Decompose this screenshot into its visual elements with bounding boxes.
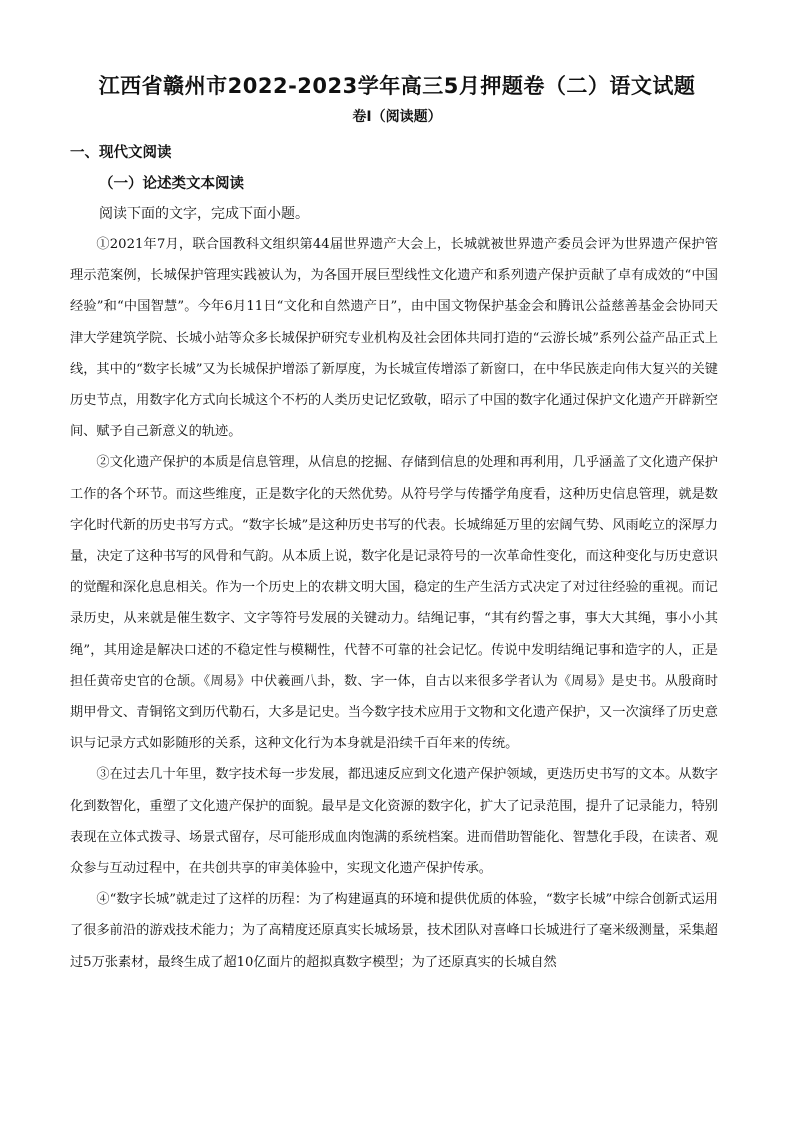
reading-instruction: 阅读下面的文字，完成下面小题。 (99, 206, 309, 222)
passage-paragraph-4: ④“数字长城”就走过了这样的历程：为了构建逼真的环境和提供优质的体验，“数字长城”中综合创新式运用了很多前沿的游戏技术能力；为了高精度还原真实长城场景，技术团队对喜峰口长城进行了毫米级测量，采集超过5万张素材，最终生成了超10亿面片的超拟真数字模型；为了还原真实的长城自然 (70, 892, 718, 970)
page-title: 江西省赣州市2022-2023学年高三5月押题卷（二）语文试题 (98, 74, 696, 98)
passage-paragraph-2: ②文化遗产保护的本质是信息管理，从信息的挖掘、存储到信息的处理和再利用，几乎涵盖了文化遗产保护工作的各个环节。而这些维度，正是数字化的天然优势。从符号学与传播学角度看，这种历史信息管理，就是数字化时代新的历史书写方式。“数字长城”是这种历史书写的代表。长城绵延万里的宏阔气势、风雨屹立的深厚力量，决定了这种书写的风骨和气韵。从本质上说，数字化是记录符号的一次革命性变化，而这种变化与历史意识的觉醒和深化息息相关。作为一个历史上的农耕文明大国，稳定的生产生活方式决定了对过往经验的重视。而记录历史，从来就是催生数字、文字等符号发展的关键动力。结绳记事，“其有约誓之事，事大大其绳，事小小其绳”，其用途是解决口述的不稳定性与模糊性，代替不可靠的社会记忆。传说中发明结绳记事和造字的人，正是担任黄帝史官的仓颉。《周易》中伏羲画八卦，数、字一体，自古以来很多学者认为《周易》是史书。从殷商时期甲骨文、青铜铭文到历代勒石，大多是记史。当今数字技术应用于文物和文化遗产保护，又一次演绎了历史意识与记录方式如影随形的关系，这种文化行为本身就是沿续千百年来的传统。 (70, 455, 718, 752)
passage-paragraph-1: ①2021年7月，联合国教科文组织第44届世界遗产大会上，长城就被世界遗产委员会评为世界遗产保护管理示范案例，长城保护管理实践被认为，为各国开展巨型线性文化遗产和系列遗产保护贡献了卓有成效的“中国经验”和“中国智慧”。今年6月11日“文化和自然遗产日”，由中国文物保护基金会和腾讯公益慈善基金会协同天津大学建筑学院、长城小站等众多长城保护研究专业机构及社会团体共同打造的“云游长城”系列公益产品正式上线，其中的“数字长城”又为长城保护增添了新厚度，为长城宣传增添了新窗口，在中华民族走向伟大复兴的关键历史节点，用数字化方式向长城这个不朽的人类历史记忆致敬，昭示了中国的数字化通过保护文化遗产开辟新空间、赋予自己新意义的轨迹。 (70, 237, 718, 440)
subsection-heading: （一）论述类文本阅读 (99, 176, 244, 192)
section-heading: 一、现代文阅读 (70, 145, 172, 161)
passage-paragraph-3: ③在过去几十年里，数字技术每一步发展，都迅速反应到文化遗产保护领域，更迭历史书写的文本。从数字化到数智化，重塑了文化遗产保护的面貌。最早是文化资源的数字化，扩大了记录范围，提升了记录能力，特别表现在立体式拨寻、场景式留存，尽可能形成血肉饱满的系统档案。进而借助智能化、智慧化手段，在读者、观众参与互动过程中，在共创共享的审美体验中，实现文化遗产保护传承。 (70, 767, 718, 877)
passage-body (70, 229, 718, 978)
volume-subtitle: 卷Ⅰ（阅读题） (352, 109, 442, 125)
